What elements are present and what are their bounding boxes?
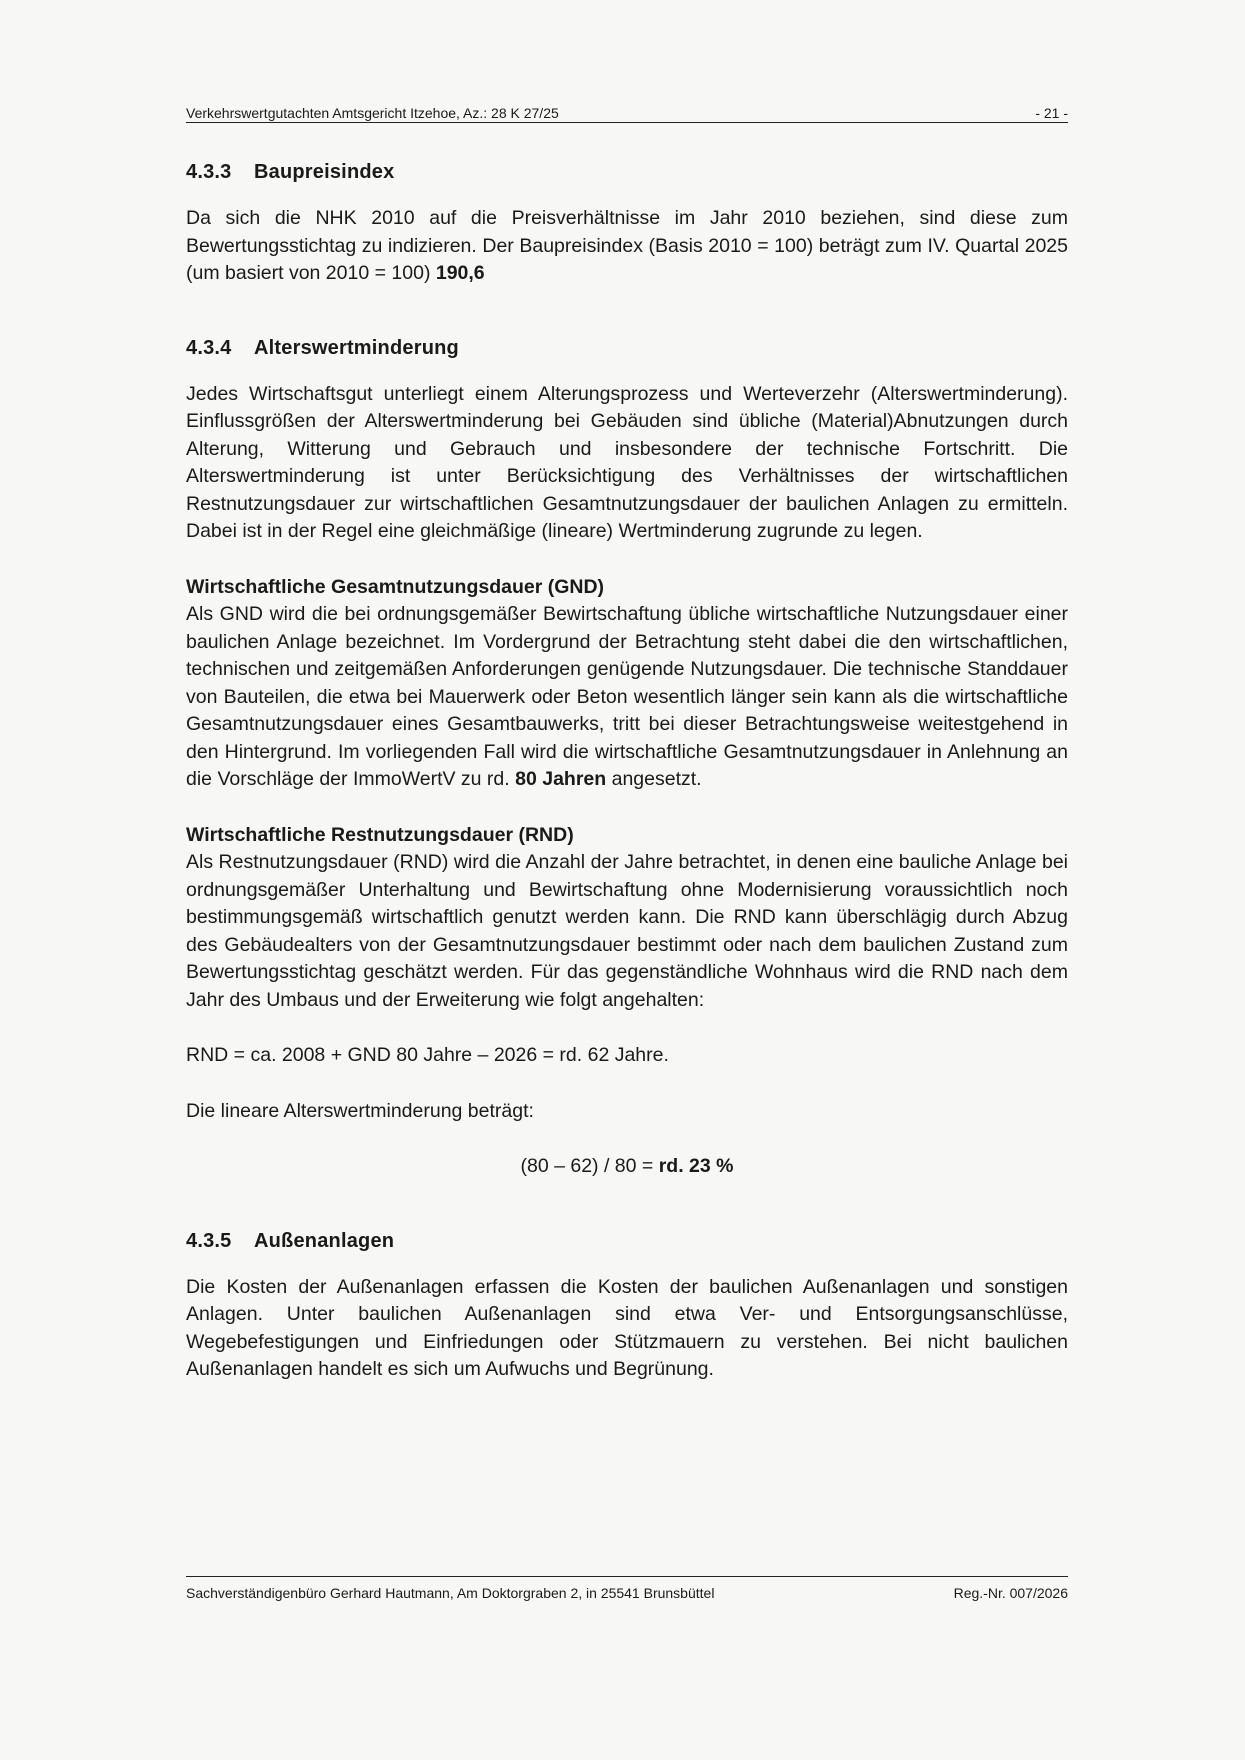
section-number: 4.3.5 bbox=[186, 1229, 232, 1252]
section-heading-4-3-4 bbox=[186, 334, 1068, 362]
section-title: Baupreisindex bbox=[254, 161, 395, 183]
header-case-reference: Verkehrswertgutachten Amtsgericht Itzehoe, Az.: 28 K 27/25 bbox=[186, 105, 559, 121]
page-number: - 21 - bbox=[1035, 105, 1068, 121]
paragraph-baupreisindex: Da sich die NHK 2010 auf die Preisverhältnisse im Jahr 2010 beziehen, sind diese zum Bewertungsstichtag zu indizieren. Der Baupreisindex (Basis 2010 = 100) beträgt zum IV. Quartal 2025 (um basiert von 2010 = 100) 190,6 bbox=[186, 207, 1068, 284]
section-title: Außenanlagen bbox=[254, 1229, 395, 1252]
index-value: 190,6 bbox=[435, 262, 485, 284]
rnd-intro: Die lineare Alterswertminderung beträgt: bbox=[186, 1099, 534, 1122]
paragraph-alterswertminderung: Jedes Wirtschaftsgut unterliegt einem Alterungsprozess und Werteverzehr (Alterswertminderung). Einflussgrößen der Alterswertminderung bei Gebäuden sind übliche (Material)Abnutzungen durch Alterung, Witterung und Gebrauch und insbesondere der technische Fortschritt. Die Alterswertminderung ist unter Berücksichtigung des Verhältnisses der wirtschaftlichen Restnutzungsdauer zur wirtschaftlichen Gesamtnutzungsdauer der baulichen Anlagen zu ermitteln. Dabei ist in der Regel eine gleichmäßige (lineare) Wertminderung zugrunde zu legen. bbox=[186, 382, 1068, 542]
subheading-rnd: Wirtschaftliche Restnutzungsdauer (RND) bbox=[186, 823, 574, 846]
page-footer bbox=[186, 1576, 1068, 1601]
paragraph-gnd: Als GND wird die bei ordnungsgemäßer Bewirtschaftung übliche wirtschaftliche Nutzungsdauer einer baulichen Anlage bezeichnet. Im Vordergrund der Betrachtung steht dabei die den wirtschaftlichen, technischen und zeitgemäßen Anforderungen genügende Nutzungsdauer. Die technische Standdauer von Bauteilen, die etwa bei Mauerwerk oder Beton wesentlich länger sein kann als die wirtschaftliche Gesamtnutzungsdauer eines Gesamtbauwerks, tritt bei dieser Betrachtungsweise weitestgehend in den Hintergrund. Im vorliegenden Fall wird die wirtschaftliche Gesamtnutzungsdauer in Anlehnung an die Vorschläge der ImmoWertV zu rd. 80 Jahren angesetzt. bbox=[186, 603, 1068, 790]
section-title: Alterswertminderung bbox=[254, 336, 459, 359]
rnd-formula: RND = ca. 2008 + GND 80 Jahre – 2026 = rd. 62 Jahre. bbox=[186, 1044, 669, 1066]
subheading-gnd: Wirtschaftliche Gesamtnutzungsdauer (GND) bbox=[186, 575, 605, 598]
section-number: 4.3.4 bbox=[186, 336, 232, 359]
section-heading-4-3-3 bbox=[186, 158, 1068, 186]
depreciation-calculation: (80 – 62) / 80 = rd. 23 % bbox=[520, 1155, 734, 1177]
footer-office-address: Sachverständigenbüro Gerhard Hautmann, Am Doktorgraben 2, in 25541 Brunsbüttel bbox=[186, 1585, 715, 1601]
footer-registration-number: Reg.-Nr. 007/2026 bbox=[953, 1585, 1068, 1601]
section-number: 4.3.3 bbox=[186, 161, 232, 183]
paragraph-aussenanlagen: Die Kosten der Außenanlagen erfassen die Kosten der baulichen Außenanlagen und sonstigen Anlagen. Unter baulichen Außenanlagen sind etwa Ver- und Entsorgungsanschlüsse, Wegebefestigungen und Einfriedungen oder Stützmauern zu verstehen. Bei nicht baulichen Außenanlagen handelt es sich um Aufwuchs und Begrünung. bbox=[186, 1275, 1068, 1380]
section-heading-4-3-5 bbox=[186, 1227, 1068, 1255]
page-header bbox=[186, 102, 1068, 123]
gnd-value: 80 Jahren bbox=[515, 768, 607, 790]
paragraph-rnd: Als Restnutzungsdauer (RND) wird die Anzahl der Jahre betrachtet, in denen eine bauliche Anlage bei ordnungsgemäßer Unterhaltung und Bewirtschaftung ohne Modernisierung voraussichtlich noch bestimmungsgemäß wirtschaftlich genutzt werden kann. Die RND kann überschlägig durch Abzug des Gebäudealters von der Gesamtnutzungsdauer bestimmt oder nach dem baulichen Zustand zum Bewertungsstichtag geschätzt werden. Für das gegenständliche Wohnhaus wird die RND nach dem Jahr des Umbaus und der Erweiterung wie folgt angehalten: bbox=[186, 851, 1068, 1011]
page-content bbox=[186, 158, 1068, 1384]
depreciation-result: rd. 23 % bbox=[658, 1155, 734, 1177]
